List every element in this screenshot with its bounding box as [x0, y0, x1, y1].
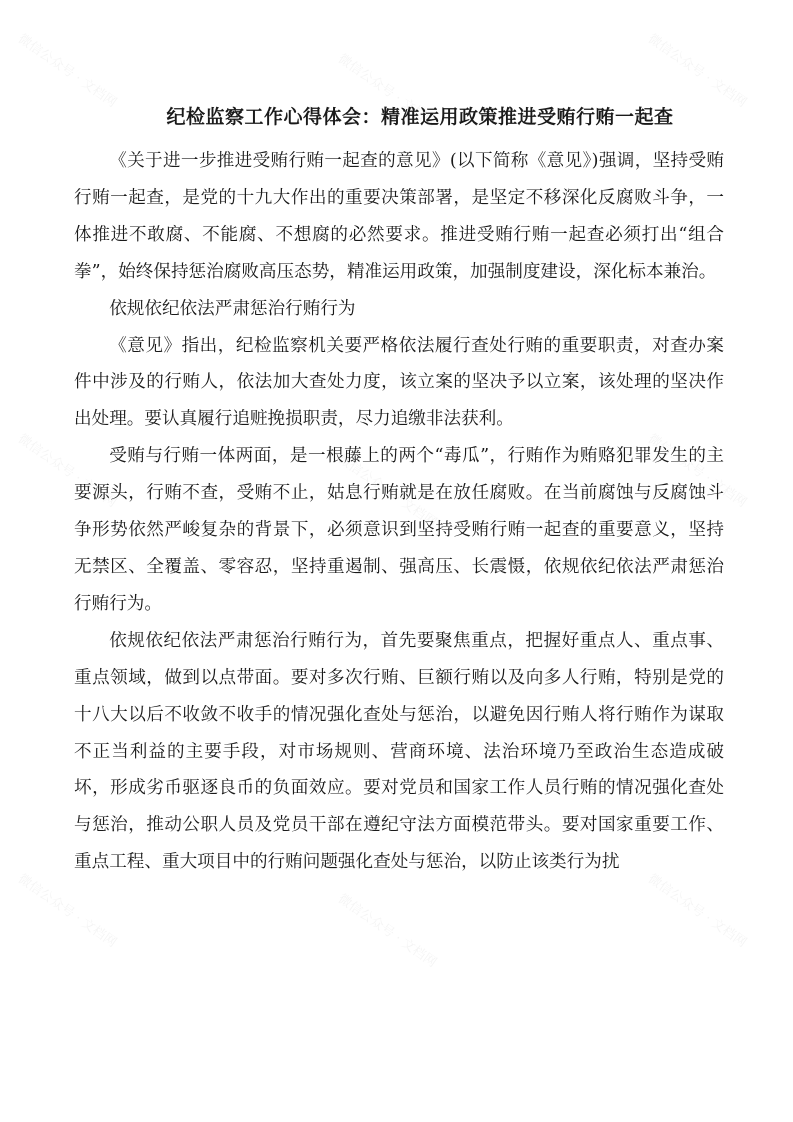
watermark: 微信公众号 · 文档网 — [335, 51, 440, 131]
watermark: 微信公众号 · 文档网 — [645, 31, 750, 111]
paragraph: 依规依纪依法严肃惩治行贿行为，首先要聚焦重点，把握好重点人、重点事、重点领域，做到以点带面。要对多次行贿、巨额行贿以及向多人行贿，特别是党的十八大以后不收敛不收手的情况强化查处与惩治，以避免因行贿人将行贿作为谋取不正当利益的主要手段，对市场规则、营商环境、法治环境乃至政治生态造成破坏，形成劣币驱逐良币的负面效应。要对党员和国家工作人员行贿的情况强化查处与惩治，推动公职人员及党员干部在遵纪守法方面模范带头。要对国家重要工作、重点工程、重大项目中的行贿问题强化查处与惩治，以防止该类行为扰 — [74, 630, 724, 873]
section-heading: 依规依纪依法严肃惩治行贿行为 — [109, 298, 356, 319]
paragraph: 《意见》指出，纪检监察机关要严格依法履行查处行贿的重要职责，对查办案件中涉及的行贿人，依法加大查处力度，该立案的坚决予以立案，该处理的坚决作出处理。要认真履行追赃挽损职责，尽力追缴非法获利。 — [74, 335, 724, 430]
watermark: 微信公众号 · 文档网 — [15, 431, 120, 511]
watermark: 微信公众号 · 文档网 — [645, 431, 750, 511]
paragraph: 《关于进一步推进受贿行贿一起查的意见》(以下简称《意见》)强调，坚持受贿行贿一起查，是党的十九大作出的重要决策部署，是坚定不移深化反腐败斗争，一体推进不敢腐、不能腐、不想腐的必然要求。推进受贿行贿一起查必须打出“组合拳”，始终保持惩治腐败高压态势，精准运用政策，加强制度建设，深化标本兼治。 — [74, 151, 724, 282]
watermark: 微信公众号 · 文档网 — [15, 31, 120, 111]
watermark: 微信公众号 · 文档网 — [645, 871, 750, 951]
paragraph: 受贿与行贿一体两面，是一根藤上的两个“毒瓜”，行贿作为贿赂犯罪发生的主要源头，行贿不查，受贿不止，姑息行贿就是在放任腐败。在当前腐蚀与反腐蚀斗争形势依然严峻复杂的背景下，必须意识到坚持受贿行贿一起查的重要意义，坚持无禁区、全覆盖、零容忍，坚持重遏制、强高压、长震慑，依规依纪依法严肃惩治行贿行为。 — [74, 446, 724, 614]
document-body — [74, 143, 724, 881]
watermark: 微信公众号 · 文档网 — [15, 871, 120, 951]
watermark: 微信公众号 · 文档网 — [335, 451, 440, 531]
document-title: 纪检监察工作心得体会：精准运用政策推进受贿行贿一起查 — [166, 106, 674, 128]
watermark: 微信公众号 · 文档网 — [335, 891, 440, 971]
